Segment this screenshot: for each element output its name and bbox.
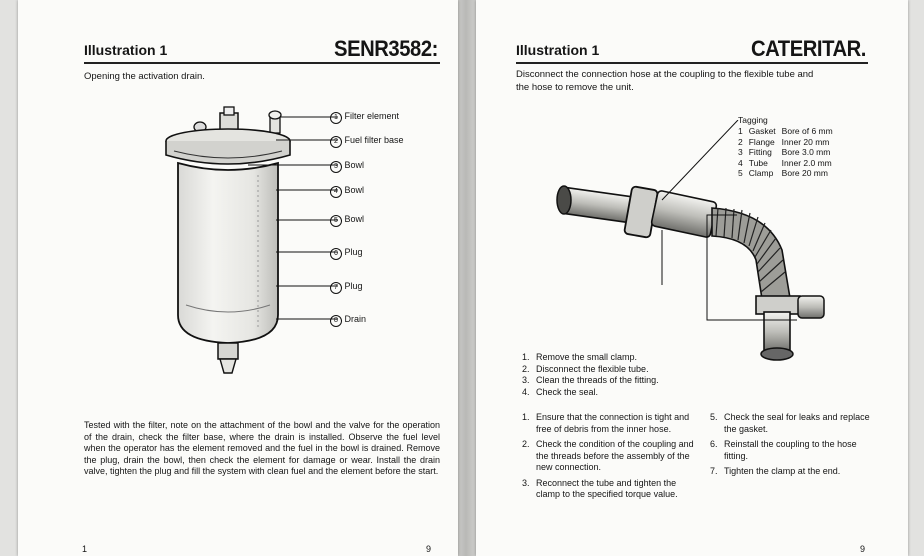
brand-name: CATERITAR. [751, 36, 866, 61]
callout-text: Bowl [344, 214, 365, 224]
spec-name: Fitting [748, 147, 772, 157]
right-intro: Disconnect the connection hose at the coupling to the flexible tube and the hose to remove the unit. [516, 69, 814, 93]
list-item [710, 412, 870, 435]
left-page [18, 0, 458, 556]
list-item [522, 412, 702, 435]
item-number: 6. [710, 439, 718, 449]
callout-7 [330, 281, 363, 294]
right-page [476, 0, 908, 556]
spec-value: Bore 20 mm [781, 168, 828, 178]
spec-name: Tube [748, 157, 768, 168]
spec-value: Bore of 6 mm [781, 126, 833, 136]
spec-num: 5 [738, 168, 743, 178]
list-item [522, 478, 702, 501]
callout-text: Drain [344, 314, 367, 324]
spec-name: Flange [748, 136, 775, 147]
callout-4 [330, 185, 364, 198]
spec-num: 4 [738, 157, 743, 168]
step-number: 3. [522, 375, 530, 385]
steps-list [522, 352, 822, 398]
step-text: Check the seal. [536, 386, 599, 397]
callout-8 [330, 314, 366, 327]
callout-number: 8 [330, 315, 342, 327]
instructions-column-b [710, 412, 870, 478]
item-number: 5. [710, 412, 718, 422]
step-text: Remove the small clamp. [536, 352, 638, 362]
item-text: Check the condition of the coupling and the threads before the assembly of the new connection. [536, 439, 694, 472]
item-number: 7. [710, 466, 718, 476]
item-text: Check the seal for leaks and replace the gasket. [724, 412, 870, 434]
callout-5 [330, 214, 364, 227]
spec-num: 3 [738, 147, 743, 157]
right-page-number: 9 [860, 544, 866, 554]
step-text: Clean the threads of the fitting. [536, 375, 659, 385]
left-page-number-right: 9 [426, 544, 432, 554]
callout-text: Filter element [344, 111, 400, 121]
step-number: 1. [522, 352, 530, 362]
callout-number: 5 [330, 215, 342, 227]
spec-num: 1 [738, 126, 743, 136]
item-number: 3. [522, 477, 530, 488]
document-code: SENR3582: [334, 36, 438, 61]
list-item [710, 439, 870, 462]
header-rule [516, 62, 868, 64]
spec-name: Clamp [748, 168, 774, 178]
list-item [522, 352, 822, 364]
step-number: 2. [522, 363, 530, 374]
spec-value: Inner 2.0 mm [781, 157, 832, 168]
callout-number: 4 [330, 186, 342, 198]
instructions-column-a [522, 412, 702, 501]
book-gutter [456, 0, 478, 556]
item-number: 1. [522, 412, 530, 422]
callout-text: Bowl [344, 160, 365, 170]
left-page-number: 1 [82, 544, 88, 554]
callout-number: 1 [330, 112, 342, 124]
list-item [522, 375, 822, 387]
list-item [522, 439, 702, 474]
spec-name: Gasket [748, 126, 776, 136]
callout-text: Plug [344, 247, 363, 257]
left-page-title: Illustration 1 [84, 42, 168, 58]
item-text: Reconnect the tube and tighten the clamp to the specified torque value. [536, 477, 678, 499]
callout-number: 2 [330, 136, 342, 148]
list-item [522, 387, 822, 399]
header-rule [84, 62, 440, 64]
spec-num: 2 [738, 136, 743, 147]
callout-1 [330, 111, 399, 124]
right-page-title: Illustration 1 [516, 42, 600, 58]
callout-number: 3 [330, 161, 342, 173]
spec-header: Tagging [738, 115, 768, 125]
callout-text: Fuel filter base [344, 135, 404, 145]
left-caption: Opening the activation drain. [84, 71, 205, 82]
callout-2 [330, 135, 404, 148]
list-item [522, 364, 822, 376]
callout-6 [330, 247, 363, 260]
step-text: Disconnect the flexible tube. [536, 363, 649, 374]
item-text: Ensure that the connection is tight and free of debris from the inner hose. [536, 412, 690, 434]
item-number: 2. [522, 439, 530, 449]
hose-coupling-illustration [552, 120, 852, 370]
callout-3 [330, 160, 364, 173]
callout-number: 7 [330, 282, 342, 294]
step-number: 4. [522, 386, 530, 397]
item-text: Tighten the clamp at the end. [724, 466, 841, 476]
spec-value: Bore 3.0 mm [781, 147, 831, 157]
left-body-paragraph: Tested with the filter, note on the attachment of the bowl and the valve for the operation of the drain, check the filter base, where the drain is installed. Observe the fuel level when the operator has the element removed and the fuel in the bowl is drained. Remove the plug, drain the bowl, then check the element for damage or wear. Install the drain valve, tighten the plug and fill the system with clean fuel and the element before the start. [84, 420, 440, 476]
callout-number: 6 [330, 248, 342, 260]
callout-text: Bowl [344, 185, 365, 195]
callout-text: Plug [344, 281, 363, 291]
spec-value: Inner 20 mm [781, 136, 830, 147]
item-text: Reinstall the coupling to the hose fitting. [724, 439, 857, 461]
list-item [710, 466, 870, 478]
fuel-filter-illustration [148, 105, 338, 390]
